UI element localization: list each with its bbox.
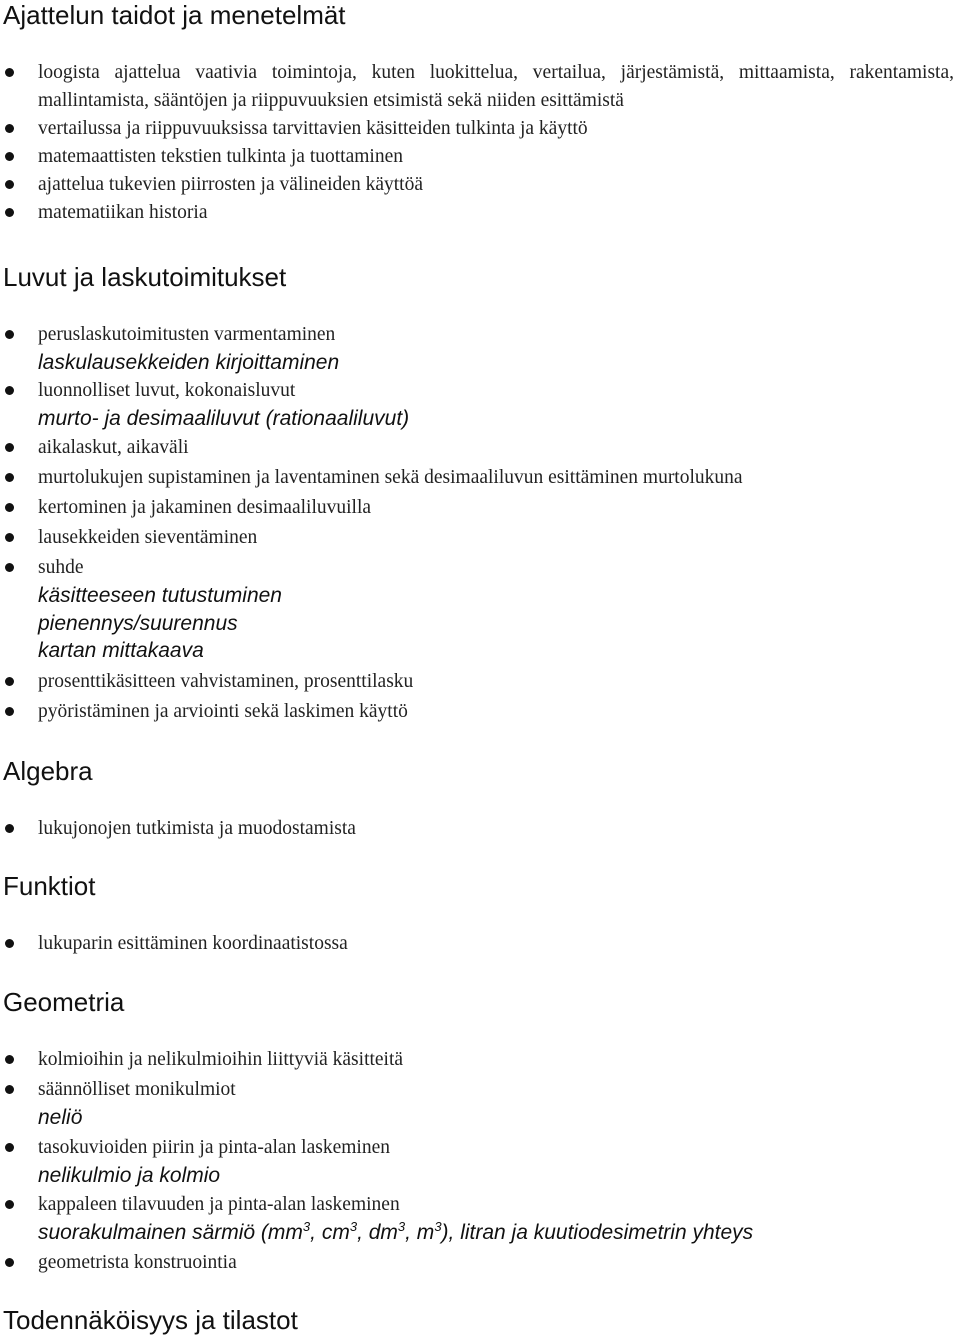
list-item <box>0 1076 960 1104</box>
sub-item-volume-units <box>0 1219 960 1247</box>
list-item <box>0 321 960 349</box>
bullet-icon <box>5 386 14 395</box>
bullet-list <box>0 815 960 843</box>
list-item <box>0 494 960 522</box>
section-heading: Algebra <box>3 756 93 786</box>
sub-item <box>0 349 960 377</box>
volume-unit-m: , m <box>405 1221 435 1244</box>
superscript: 3 <box>349 1219 358 1234</box>
section-heading: Geometria <box>3 987 125 1017</box>
sub-item <box>0 610 960 638</box>
bullet-icon <box>5 1085 14 1094</box>
section-todennakoisyys-ja-tilastot <box>0 1305 960 1335</box>
list-item-text: suhde <box>38 557 84 578</box>
superscript: 3 <box>434 1219 442 1234</box>
bullet-icon <box>5 1143 14 1152</box>
list-item-text: lukuparin esittäminen koordinaatistossa <box>38 933 348 954</box>
list-item <box>0 1046 960 1074</box>
list-item <box>0 464 960 492</box>
bullet-icon <box>5 503 14 512</box>
list-item <box>0 59 960 115</box>
list-item-text: matemaattisten tekstien tulkinta ja tuottaminen <box>38 146 403 167</box>
section-funktiot <box>0 871 960 958</box>
bullet-icon <box>5 1258 14 1267</box>
bullet-icon <box>5 939 14 948</box>
volume-units-suffix: ), litran ja kuutiodesimetrin yhteys <box>441 1221 754 1244</box>
bullet-icon <box>5 1200 14 1209</box>
section-ajattelun-taidot <box>0 0 960 227</box>
sub-item <box>0 1162 960 1190</box>
list-item-text: aikalaskut, aikaväli <box>38 437 189 458</box>
list-item <box>0 143 960 171</box>
bullet-icon <box>5 124 14 133</box>
list-item <box>0 668 960 696</box>
bullet-icon <box>5 533 14 542</box>
bullet-icon <box>5 677 14 686</box>
list-item-text: kappaleen tilavuuden ja pinta-alan laskeminen <box>38 1194 400 1215</box>
bullet-icon <box>5 824 14 833</box>
section-heading: Luvut ja laskutoimitukset <box>3 262 287 292</box>
list-item-text: murtolukujen supistaminen ja laventaminen sekä desimaaliluvun esittäminen murtolukuna <box>38 467 743 488</box>
bullet-list <box>0 321 960 726</box>
bullet-icon <box>5 473 14 482</box>
list-item-text: pyöristäminen ja arviointi sekä laskimen käyttö <box>38 700 408 722</box>
list-item <box>0 377 960 405</box>
sub-item <box>0 582 960 610</box>
list-item <box>0 115 960 143</box>
list-item-text: lukujonojen tutkimista ja muodostamista <box>38 818 356 839</box>
list-item <box>0 524 960 552</box>
bullet-icon <box>5 443 14 452</box>
list-item-text: tasokuvioiden piirin ja pinta-alan laskeminen <box>38 1136 390 1158</box>
list-item-text: matematiikan historia <box>38 202 208 223</box>
list-item <box>0 815 960 843</box>
list-item-text: ajattelua tukevien piirrosten ja välineiden käyttöä <box>38 174 423 195</box>
list-item-text: loogista ajattelua vaativia toimintoja, kuten luokittelua, vertailua, järjestämistä, mittaamista, rakentamista, mallintamista, sääntöjen ja riippuvuuksien etsimistä sekä niiden esittämistä <box>38 62 954 111</box>
list-item <box>0 1249 960 1277</box>
list-item-text: säännölliset monikulmiot <box>38 1079 236 1100</box>
bullet-icon <box>5 1055 14 1064</box>
section-heading: Ajattelun taidot ja menetelmät <box>3 0 346 30</box>
bullet-icon <box>5 563 14 572</box>
volume-unit-cm: , cm <box>310 1221 350 1244</box>
list-item <box>0 698 960 726</box>
superscript: 3 <box>397 1219 406 1234</box>
list-item <box>0 1134 960 1162</box>
section-heading: Todennäköisyys ja tilastot <box>3 1305 298 1335</box>
list-item-text: prosenttikäsitteen vahvistaminen, prosenttilasku <box>38 670 414 692</box>
sub-item-text: käsitteeseen tutustuminen <box>38 584 282 607</box>
list-item-text: peruslaskutoimitusten varmentaminen <box>38 324 336 345</box>
list-item <box>0 434 960 462</box>
volume-units-prefix: suorakulmainen särmiö (mm <box>38 1221 303 1244</box>
sub-item <box>0 405 960 433</box>
bullet-icon <box>5 330 14 339</box>
sub-item-text: neliö <box>38 1106 83 1129</box>
bullet-list <box>0 930 960 958</box>
list-item <box>0 554 960 582</box>
list-item <box>0 930 960 958</box>
sub-item-text: pienennys/suurennus <box>38 611 238 635</box>
list-item-text: vertailussa ja riippuvuuksissa tarvittavien käsitteiden tulkinta ja käyttö <box>38 118 588 139</box>
sub-item <box>0 637 960 665</box>
sub-item-text: nelikulmio ja kolmio <box>38 1163 221 1187</box>
bullet-icon <box>5 707 14 716</box>
sub-item <box>0 1104 960 1132</box>
sub-item-text: murto- ja desimaaliluvut (rationaaliluvut) <box>38 406 410 430</box>
volume-unit-dm: , dm <box>357 1221 398 1244</box>
list-item <box>0 171 960 199</box>
superscript: 3 <box>302 1219 311 1234</box>
list-item <box>0 1191 960 1219</box>
list-item-text: kertominen ja jakaminen desimaaliluvuilla <box>38 497 372 518</box>
section-algebra <box>0 756 960 843</box>
bullet-icon <box>5 152 14 161</box>
list-item <box>0 199 960 227</box>
list-item-text: geometrista konstruointia <box>38 1251 237 1273</box>
section-luvut-ja-laskutoimitukset <box>0 262 960 726</box>
bullet-list <box>0 59 960 227</box>
list-item-text: luonnolliset luvut, kokonaisluvut <box>38 379 296 401</box>
bullet-list <box>0 1046 960 1277</box>
sub-item-text: laskulausekkeiden kirjoittaminen <box>38 351 340 374</box>
bullet-icon <box>5 68 14 77</box>
list-item-text: lausekkeiden sieventäminen <box>38 527 258 548</box>
section-heading: Funktiot <box>3 871 96 901</box>
sub-item-text <box>38 1221 753 1244</box>
bullet-icon <box>5 180 14 189</box>
sub-item-text: kartan mittakaava <box>38 639 204 662</box>
list-item-text: kolmioihin ja nelikulmioihin liittyviä käsitteitä <box>38 1049 404 1070</box>
bullet-icon <box>5 208 14 217</box>
section-geometria <box>0 987 960 1277</box>
